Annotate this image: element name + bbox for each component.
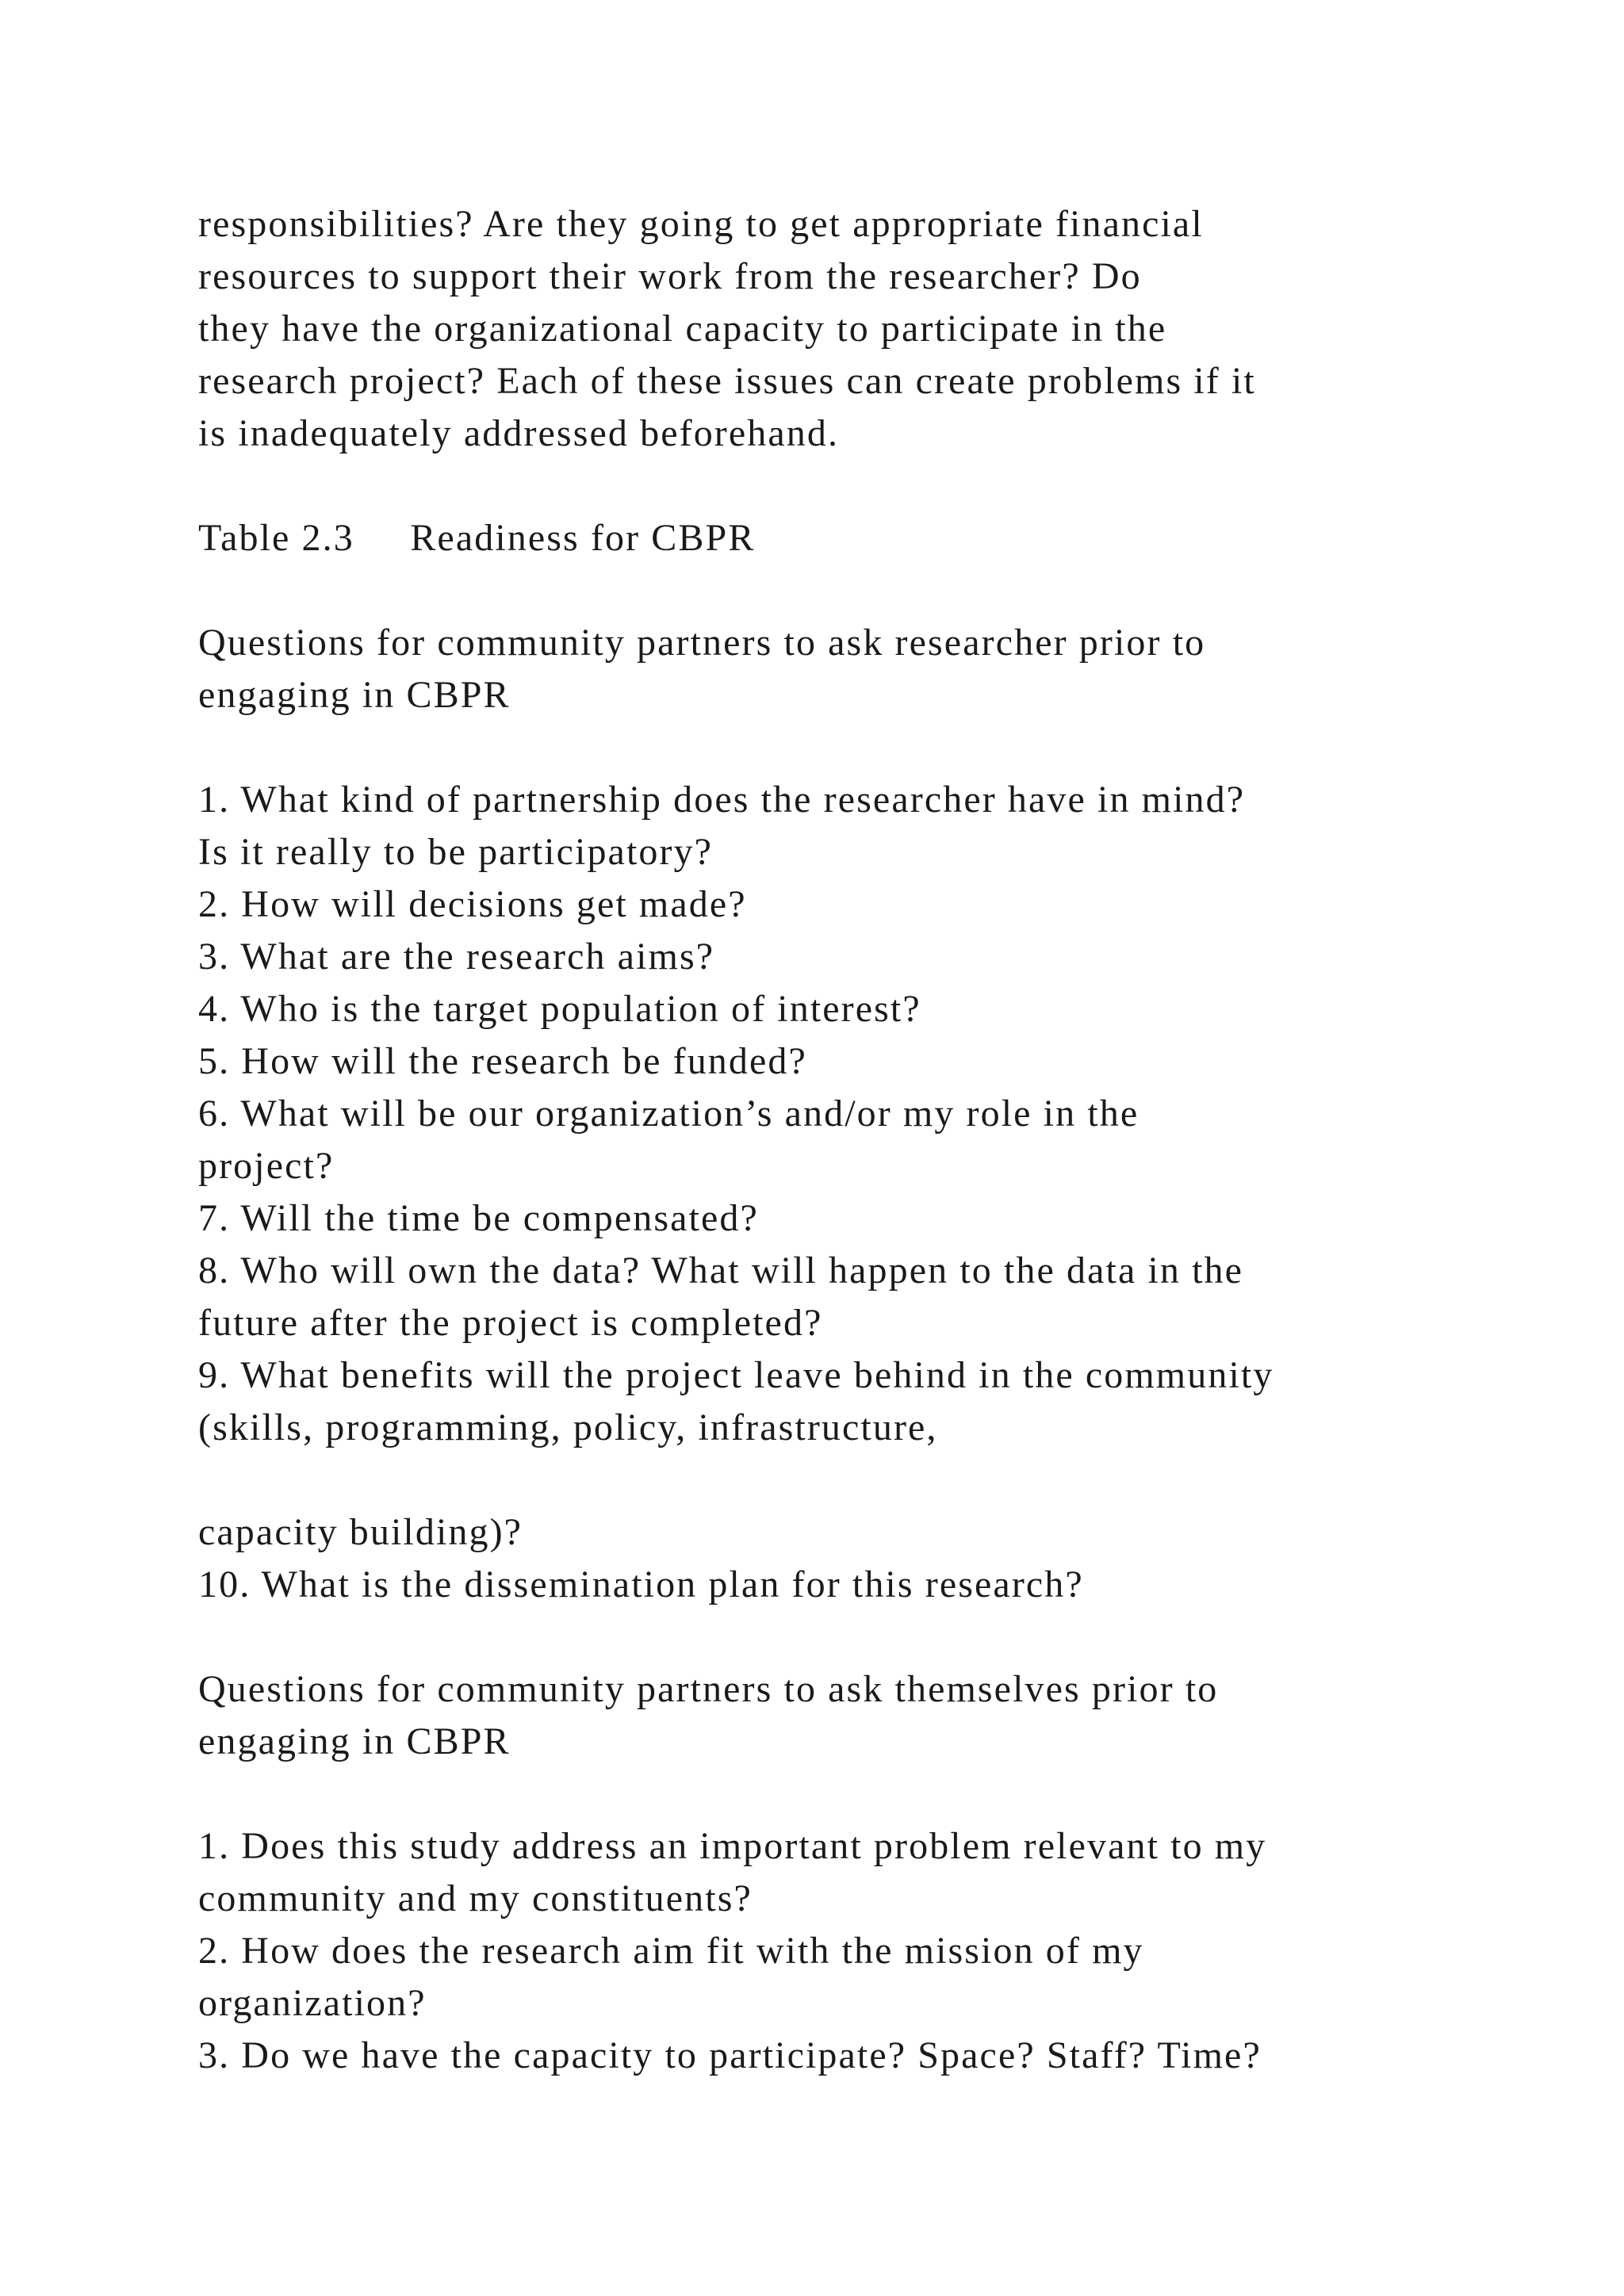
section2-item-line: community and my constituents? <box>198 1877 753 1919</box>
section2-item-line: 3. Do we have the capacity to participate? Space? Staff? Time? <box>198 2034 1262 2076</box>
section2-item-line: 2. How does the research aim fit with the mission of my <box>198 1930 1144 1972</box>
section2-item-line: organization? <box>198 1982 427 2024</box>
section1-item-line: 4. Who is the target population of interest? <box>198 988 921 1030</box>
section1-item-line: 1. What kind of partnership does the researcher have in mind? <box>198 779 1246 821</box>
section1-item-line: 9. What benefits will the project leave behind in the community <box>198 1354 1274 1396</box>
section2-heading-line-1: Questions for community partners to ask themselves prior to <box>198 1668 1219 1710</box>
section1-item-line: 3. What are the research aims? <box>198 936 715 978</box>
section1-item-line: future after the project is completed? <box>198 1302 823 1344</box>
intro-line-5: is inadequately addressed beforehand. <box>198 412 840 454</box>
section1-item-line: project? <box>198 1145 335 1187</box>
section1-item-line: 2. How will decisions get made? <box>198 883 747 925</box>
section2-item-line: 1. Does this study address an important problem relevant to my <box>198 1825 1267 1867</box>
section1-heading-line-1: Questions for community partners to ask researcher prior to <box>198 622 1206 664</box>
section1-item-line: 6. What will be our organization’s and/or my role in the <box>198 1093 1139 1135</box>
section1-item-line: 7. Will the time be compensated? <box>198 1197 759 1239</box>
section1-item-line: Is it really to be participatory? <box>198 831 714 873</box>
section2-heading-line-2: engaging in CBPR <box>198 1720 511 1762</box>
section1-heading-line-2: engaging in CBPR <box>198 674 511 716</box>
intro-line-1: responsibilities? Are they going to get appropriate financial <box>198 203 1204 245</box>
intro-line-2: resources to support their work from the researcher? Do <box>198 255 1142 297</box>
intro-line-4: research project? Each of these issues can create problems if it <box>198 360 1256 402</box>
section1-item-line: 8. Who will own the data? What will happen to the data in the <box>198 1249 1244 1292</box>
section1-item-line: (skills, programming, policy, infrastructure, <box>198 1406 938 1448</box>
intro-line-3: they have the organizational capacity to participate in the <box>198 308 1167 350</box>
table-title: Table 2.3 Readiness for CBPR <box>198 517 756 559</box>
section1-continuation-line: capacity building)? <box>198 1511 523 1553</box>
section1-continuation-line: 10. What is the dissemination plan for this research? <box>198 1563 1084 1605</box>
section1-item-line: 5. How will the research be funded? <box>198 1040 807 1082</box>
